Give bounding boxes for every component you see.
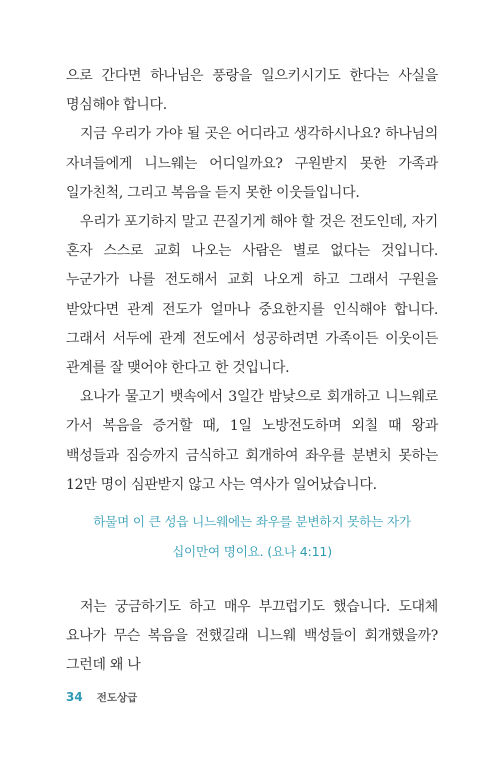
page-footer <box>66 690 137 705</box>
body-text-continued <box>66 593 438 681</box>
paragraph-2: 지금 우리가 가야 될 곳은 어디라고 생각하시나요? 하나님의 자녀들에게 니느웨는 어디일까요? 구원받지 못한 가족과 일가친척, 그리고 복음을 듣지 못한 이웃들입니다. <box>66 126 438 201</box>
page-number: 34 <box>66 690 83 704</box>
running-title: 전도상급 <box>96 692 138 704</box>
scripture-quote-line-2: 십이만여 명이요. (요나 4:11) <box>172 544 332 559</box>
scripture-quote <box>66 507 438 567</box>
scripture-quote-line-1: 하물며 이 큰 성읍 니느웨에는 좌우를 분변하지 못하는 자가 <box>93 514 411 529</box>
closing-paragraph: 저는 궁금하기도 하고 매우 부끄럽기도 했습니다. 도대체 요나가 무슨 복음을 전했길래 니느웨 백성들이 회개했을까? 그런데 왜 나 <box>66 599 438 674</box>
body-text <box>66 62 438 500</box>
paragraph-3: 우리가 포기하지 말고 끈질기게 해야 할 것은 전도인데, 자기 혼자 스스로 교회 나오는 사람은 별로 없다는 것입니다. 누군가가 나를 전도해서 교회 나오게 하고 그래서 구원을 받았다면 관계 전도가 얼마나 중요한지를 인식해야 합니다. 그래서 서두에 관계 전도에서 성공하려면 가족이든 이웃이든 관계를 잘 맺어야 한다고 한 것입니다. <box>66 214 438 377</box>
paragraph-4: 요나가 물고기 뱃속에서 3일간 밤낮으로 회개하고 니느웨로 가서 복음을 증거할 때, 1일 노방전도하며 외칠 때 왕과 백성들과 짐승까지 금식하고 회개하여 좌우를 분변치 못하는 12만 명이 심판받지 않고 사는 역사가 일어났습니다. <box>66 389 438 493</box>
paragraph-1: 으로 간다면 하나님은 풍랑을 일으키시기도 한다는 사실을 명심해야 합니다. <box>66 68 438 114</box>
